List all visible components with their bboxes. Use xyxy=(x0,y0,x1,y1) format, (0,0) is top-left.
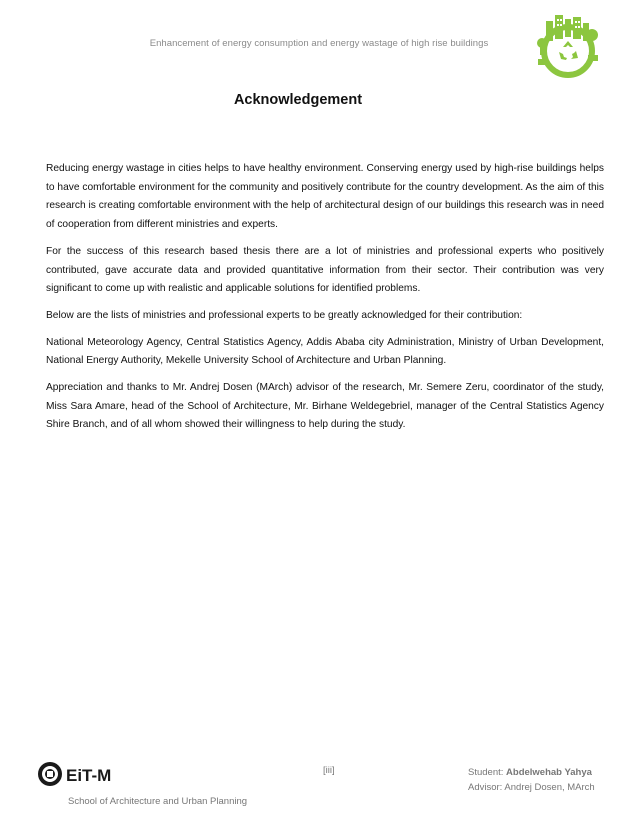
paragraph: Reducing energy wastage in cities helps to have healthy environment. Conserving energy used by high-rise buildings helps to have comfortable environment for the community and positively contribute for the country development. As the aim of this research is creating comfortable environment with the help of architectural design of our buildings this research was in need of cooperation from different ministries and experts. xyxy=(46,163,604,231)
paragraph: For the success of this research based thesis there are a lot of ministries and professional experts who positively contributed, gave accurate data and provided quantitative information from their sector. Their contribution was very significant to come up with realistic and applicable solutions for identified problems. xyxy=(46,245,604,295)
student-label: Student: xyxy=(468,767,507,778)
footer-credits xyxy=(468,765,608,795)
logo-text: EiT-M xyxy=(66,766,112,785)
student-line xyxy=(468,765,608,780)
paragraph: Below are the lists of ministries and professional experts to be greatly acknowledged for their contribution: xyxy=(46,309,523,321)
student-name: Abdelwehab Yahya xyxy=(506,767,592,778)
body-text xyxy=(46,160,604,443)
page-number: [iii] xyxy=(323,765,335,776)
green-city-recycle-icon xyxy=(534,13,602,85)
advisor-line: Advisor: Andrej Dosen, MArch xyxy=(468,782,595,793)
paragraph: National Meteorology Agency, Central Statistics Agency, Addis Ababa city Administration, Ministry of Urban Development, National Energy Authority, Mekelle University School of Architecture and Urban Planning. xyxy=(46,336,604,367)
eit-m-logo xyxy=(36,756,134,792)
running-header: Enhancement of energy consumption and energy wastage of high rise buildings xyxy=(149,38,489,49)
page-title: Acknowledgement xyxy=(233,92,363,108)
paragraph: Appreciation and thanks to Mr. Andrej Dosen (MArch) advisor of the research, Mr. Semere Zeru, coordinator of the study, Miss Sara Amare, head of the School of Architecture, Mr. Birhane Weldegebriel, manager of the Central Statistics Agency Shire Branch, and of all whom showed their willingness to help during the study. xyxy=(46,382,604,431)
footer-school: School of Architecture and Urban Planning xyxy=(68,796,248,807)
